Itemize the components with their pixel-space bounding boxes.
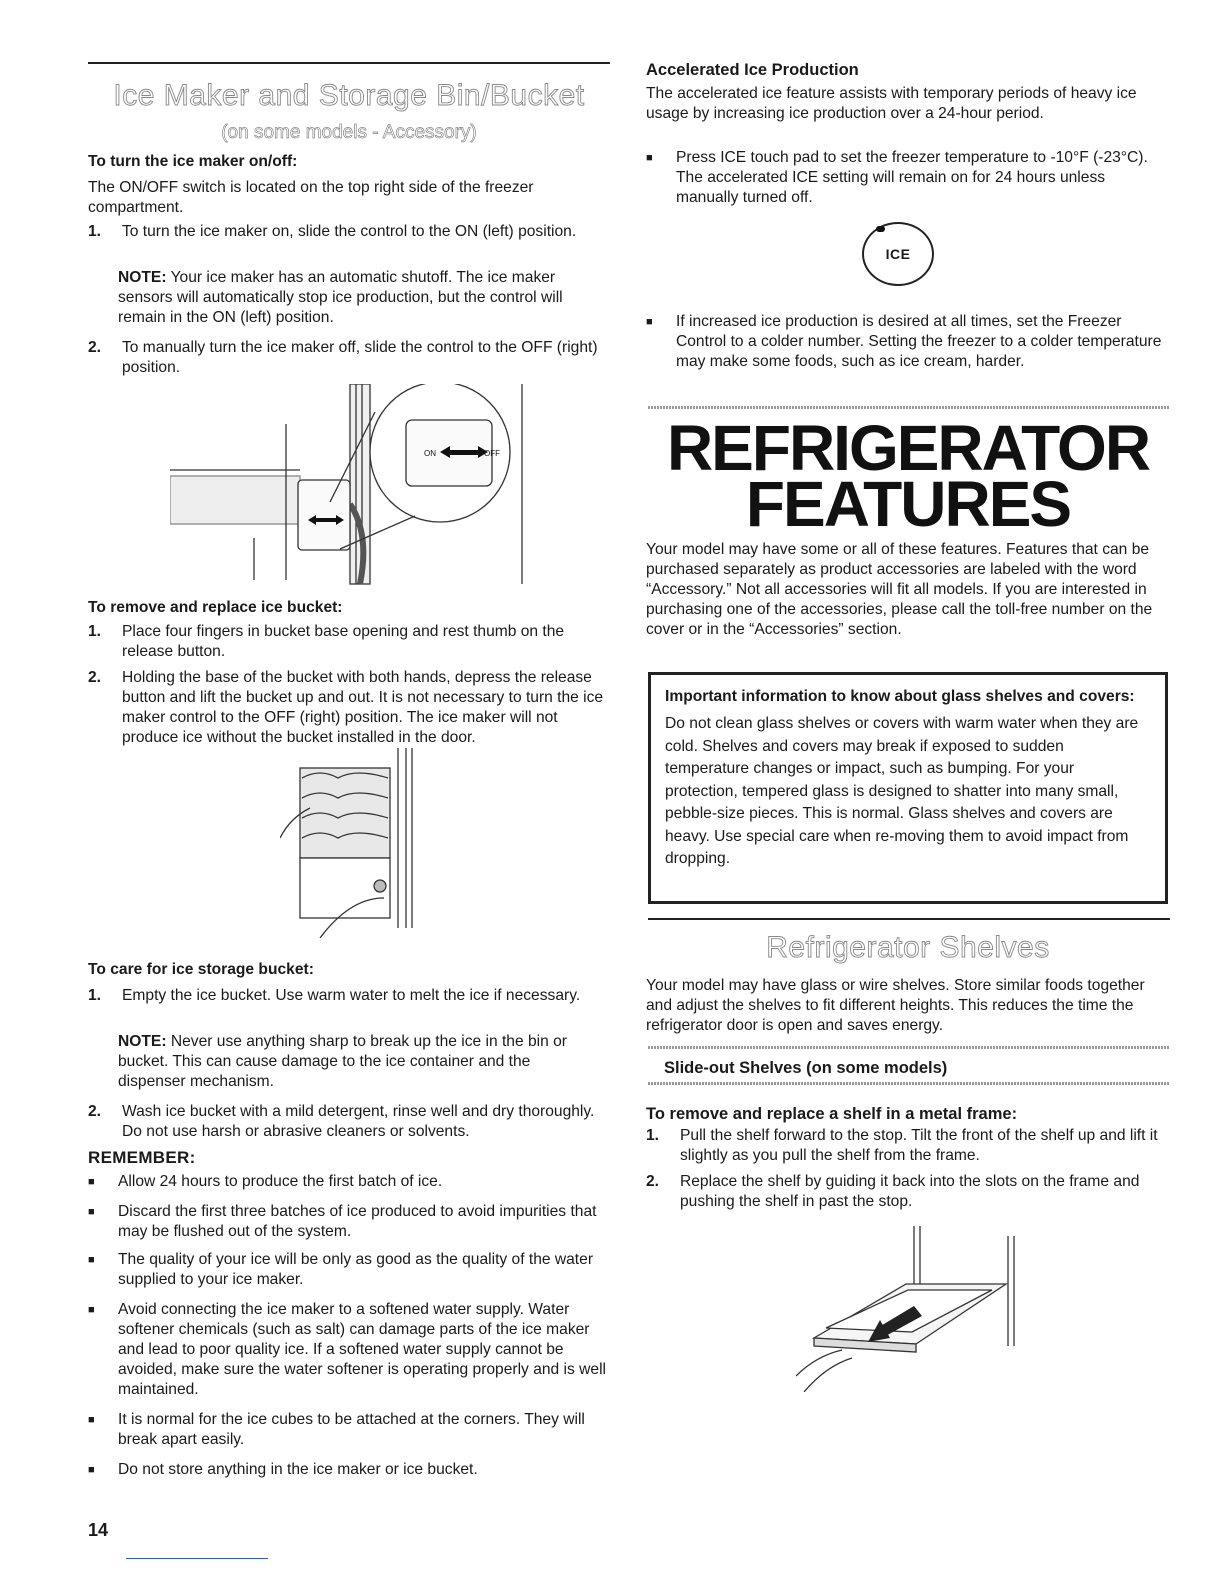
bucket-step-1 xyxy=(88,622,610,662)
section-top-rule xyxy=(88,62,610,64)
features-intro: Your model may have some or all of these features. Features that can be purchased separately as product accessories are labeled with the word “Accessory.” Not all accessories will fit all models. If you are interested in purchasing one of the accessories, please call the toll-free number on the cover or in the “Accessories” section. xyxy=(646,541,1153,638)
shelf-step-2 xyxy=(646,1172,1170,1212)
remember-bullet xyxy=(88,1172,610,1192)
step-text: Holding the base of the bucket with both hands, depress the release button and lift the bucket up and out. It is not necessary to turn the ice maker control to the OFF (right) position. The ice maker will not produce ice without the bucket installed in the door. xyxy=(122,669,604,746)
ice-bucket-illustration xyxy=(280,748,430,938)
bullet-icon: ■ xyxy=(88,1304,95,1316)
step-text: To manually turn the ice maker off, slide the control to the OFF (right) position. xyxy=(122,339,598,376)
shelves-title: Refrigerator Shelves xyxy=(766,931,1050,964)
features-divider xyxy=(648,406,1170,409)
bullet-text: Do not store anything in the ice maker or ice bucket. xyxy=(118,1461,478,1478)
switch-on-label: ON xyxy=(424,449,436,458)
care-note xyxy=(118,1032,598,1092)
bullet-text: It is normal for the ice cubes to be attached at the corners. They will break apart easily. xyxy=(118,1411,585,1448)
slide-out-bottom-divider xyxy=(648,1082,1170,1085)
bullet-icon: ■ xyxy=(646,152,653,164)
section-title: Ice Maker and Storage Bin/Bucket xyxy=(113,79,585,112)
ice-maker-switch-illustration xyxy=(170,384,530,588)
shelves-intro: Your model may have glass or wire shelves. Store similar foods together and adjust the shelves to fit different heights. This reduces the time the refrigerator door is open and saves energy. xyxy=(646,977,1145,1034)
accel-bullet-2 xyxy=(646,312,1166,372)
bullet-icon: ■ xyxy=(88,1464,95,1476)
note-label: NOTE: xyxy=(118,269,167,286)
care-step-2 xyxy=(88,1102,618,1142)
care-heading: To care for ice storage bucket: xyxy=(88,961,314,978)
remember-bullet xyxy=(88,1410,610,1450)
accel-intro: The accelerated ice feature assists with temporary periods of heavy ice usage by increasing ice production over a 24-hour period. xyxy=(646,85,1137,122)
step-text: Replace the shelf by guiding it back into the slots on the frame and pushing the shelf in past the stop. xyxy=(680,1173,1140,1210)
remove-shelf-heading: To remove and replace a shelf in a metal frame: xyxy=(646,1105,1018,1123)
bucket-step-2 xyxy=(88,668,610,748)
step-text: Empty the ice bucket. Use warm water to melt the ice if necessary. xyxy=(122,987,581,1004)
bullet-icon: ■ xyxy=(88,1414,95,1426)
footer-link-line xyxy=(126,1558,268,1559)
slide-out-top-divider xyxy=(648,1046,1170,1049)
switch-off-label: OFF xyxy=(484,449,500,458)
step-text: Pull the shelf forward to the stop. Tilt the front of the shelf up and lift it slightly as you pull the shelf from the frame. xyxy=(680,1127,1158,1164)
bullet-icon: ■ xyxy=(646,316,653,328)
onoff-step-1 xyxy=(88,222,610,242)
bullet-icon: ■ xyxy=(88,1206,95,1218)
step-text: To turn the ice maker on, slide the control to the ON (left) position. xyxy=(122,223,577,240)
slide-out-heading: Slide-out Shelves (on some models) xyxy=(664,1059,948,1077)
onoff-step-2 xyxy=(88,338,610,378)
step-number: 2. xyxy=(646,1173,660,1190)
features-title-line2: FEATURES xyxy=(745,468,1071,540)
step-number: 2. xyxy=(88,1103,102,1120)
bullet-icon: ■ xyxy=(88,1176,95,1188)
bullet-text: Avoid connecting the ice maker to a softened water supply. Water softener chemicals (such as salt) can damage parts of the ice maker and lead to poor quality ice. If a softened water supply cannot be avoided, make sure the water softener is operating properly and is well maintained. xyxy=(118,1301,606,1398)
onoff-note xyxy=(118,268,588,328)
shelf-step-1 xyxy=(646,1126,1170,1166)
remember-bullet xyxy=(88,1460,610,1480)
bullet-text: Discard the first three batches of ice produced to avoid impurities that may be flushed out of the system. xyxy=(118,1203,597,1240)
step-number: 1. xyxy=(646,1127,660,1144)
accel-heading: Accelerated Ice Production xyxy=(646,61,859,79)
note-text: Never use anything sharp to break up the ice in the bin or bucket. This can cause damage to the ice container and the dispenser mechanism. xyxy=(118,1033,567,1090)
remember-heading: REMEMBER: xyxy=(88,1148,196,1167)
note-label: NOTE: xyxy=(118,1033,167,1050)
remember-bullet xyxy=(88,1300,610,1400)
bullet-text: If increased ice production is desired at all times, set the Freezer Control to a colder number. Setting the freezer to a colder temperature may make some foods, such as ice cream, harder. xyxy=(676,313,1162,370)
accel-bullet-1 xyxy=(646,148,1166,208)
step-text: Wash ice bucket with a mild detergent, rinse well and dry thoroughly. Do not use harsh or abrasive cleaners or solvents. xyxy=(122,1103,595,1140)
bucket-heading: To remove and replace ice bucket: xyxy=(88,599,343,616)
slide-out-shelf-illustration xyxy=(796,1226,1026,1392)
remember-bullet xyxy=(88,1250,610,1290)
step-number: 1. xyxy=(88,623,102,640)
care-step-1 xyxy=(88,986,610,1006)
bullet-text: The quality of your ice will be only as good as the quality of the water supplied to your ice maker. xyxy=(118,1251,594,1288)
onoff-intro: The ON/OFF switch is located on the top right side of the freezer compartment. xyxy=(88,179,534,216)
features-title-line1: REFRIGERATOR xyxy=(666,412,1150,484)
glass-warning-text: Do not clean glass shelves or covers with warm water when they are cold. Shelves and covers may break if exposed to sudden temperature changes or impact, such as bumping. For your protection, tempered glass is designed to shatter into many small, pebble-size pieces. This is normal. Glass shelves and covers are heavy. Use special care when re-moving them to avoid impact from dropping. xyxy=(665,715,1139,867)
remember-bullet xyxy=(88,1202,610,1242)
step-text: Place four fingers in bucket base opening and rest thumb on the release button. xyxy=(122,623,565,660)
step-number: 1. xyxy=(88,223,102,240)
ice-touch-pad-icon xyxy=(862,222,934,286)
note-text: Your ice maker has an automatic shutoff. The ice maker sensors will automatically stop ice production, but the control will remain in the ON (left) position. xyxy=(118,269,563,326)
glass-warning-heading: Important information to know about glass shelves and covers: xyxy=(665,688,1135,705)
glass-warning-box xyxy=(648,672,1168,904)
ice-pad-indicator-icon xyxy=(876,226,885,232)
shelves-top-rule xyxy=(648,918,1170,920)
section-subtitle: (on some models - Accessory) xyxy=(221,122,477,143)
step-number: 2. xyxy=(88,339,102,356)
bullet-icon: ■ xyxy=(88,1254,95,1266)
step-number: 1. xyxy=(88,987,102,1004)
bullet-text: Allow 24 hours to produce the first batch of ice. xyxy=(118,1173,443,1190)
page-number: 14 xyxy=(88,1520,109,1540)
bullet-text: Press ICE touch pad to set the freezer temperature to -10°F (-23°C). The accelerated ICE setting will remain on for 24 hours unless manually turned off. xyxy=(676,149,1148,206)
onoff-heading: To turn the ice maker on/off: xyxy=(88,153,298,170)
ice-pad-label: ICE xyxy=(885,246,911,262)
step-number: 2. xyxy=(88,669,102,686)
